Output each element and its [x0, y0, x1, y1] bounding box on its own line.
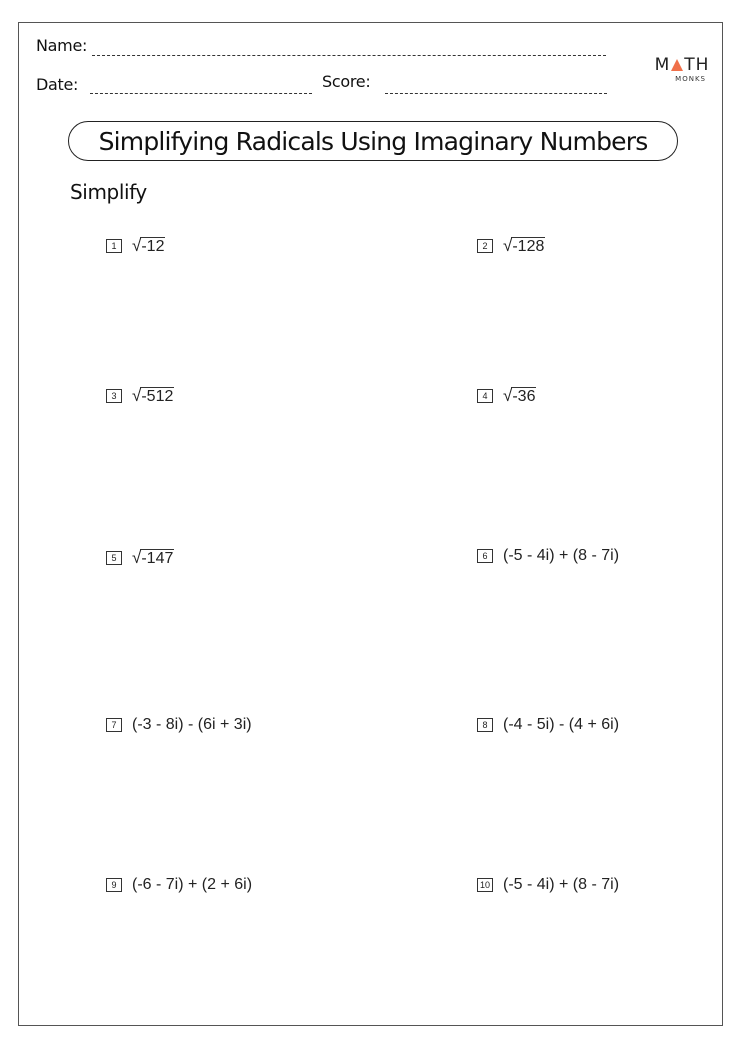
score-field[interactable] [385, 93, 607, 94]
problem-3 [106, 385, 174, 407]
logo-text-th: TH [684, 55, 710, 75]
square-root-icon: √ [132, 386, 142, 405]
date-label: Date: [36, 75, 79, 94]
problem-number: 1 [106, 239, 122, 253]
page-title: Simplifying Radicals Using Imaginary Numbers [98, 126, 648, 156]
problem-number: 5 [106, 551, 122, 565]
square-root-icon: √ [503, 386, 513, 405]
problem-4 [477, 385, 536, 407]
radical-expression [132, 549, 174, 567]
radical-expression [503, 387, 536, 405]
problem-number: 9 [106, 878, 122, 892]
square-root-icon: √ [132, 548, 142, 567]
complex-expression: (-5 - 4i) + (8 - 7i) [503, 876, 620, 893]
square-root-icon: √ [503, 236, 513, 255]
problem-5 [106, 547, 174, 569]
name-label: Name: [36, 36, 88, 55]
complex-expression: (-6 - 7i) + (2 + 6i) [132, 876, 253, 893]
triangle-icon [671, 59, 683, 71]
complex-expression: (-5 - 4i) + (8 - 7i) [503, 547, 620, 564]
title-banner [68, 121, 678, 161]
logo-text-m: M [654, 55, 671, 75]
radicand: -512 [141, 388, 174, 405]
problem-1 [106, 235, 165, 257]
problem-2 [477, 235, 545, 257]
problem-number: 3 [106, 389, 122, 403]
square-root-icon: √ [132, 236, 142, 255]
instruction-heading: Simplify [70, 180, 147, 204]
complex-expression: (-4 - 5i) - (4 + 6i) [503, 716, 620, 733]
radicand: -147 [141, 550, 174, 567]
problem-10 [477, 874, 619, 896]
math-monks-logo [652, 56, 712, 83]
problem-number: 10 [477, 878, 493, 892]
problem-number: 2 [477, 239, 493, 253]
radicand: -36 [512, 388, 536, 405]
problem-number: 6 [477, 549, 493, 563]
radical-expression [503, 237, 545, 255]
radical-expression [132, 237, 165, 255]
date-field[interactable] [90, 93, 312, 94]
problem-7 [106, 714, 252, 736]
logo-subtext: MONKS [675, 75, 706, 83]
complex-expression: (-3 - 8i) - (6i + 3i) [132, 716, 252, 733]
problem-number: 7 [106, 718, 122, 732]
problem-9 [106, 874, 252, 896]
problem-6 [477, 545, 619, 567]
problem-number: 8 [477, 718, 493, 732]
score-label: Score: [322, 72, 371, 91]
problem-number: 4 [477, 389, 493, 403]
radicand: -12 [141, 238, 165, 255]
name-field[interactable] [92, 55, 606, 56]
radical-expression [132, 387, 174, 405]
radicand: -128 [512, 238, 545, 255]
problem-8 [477, 714, 619, 736]
